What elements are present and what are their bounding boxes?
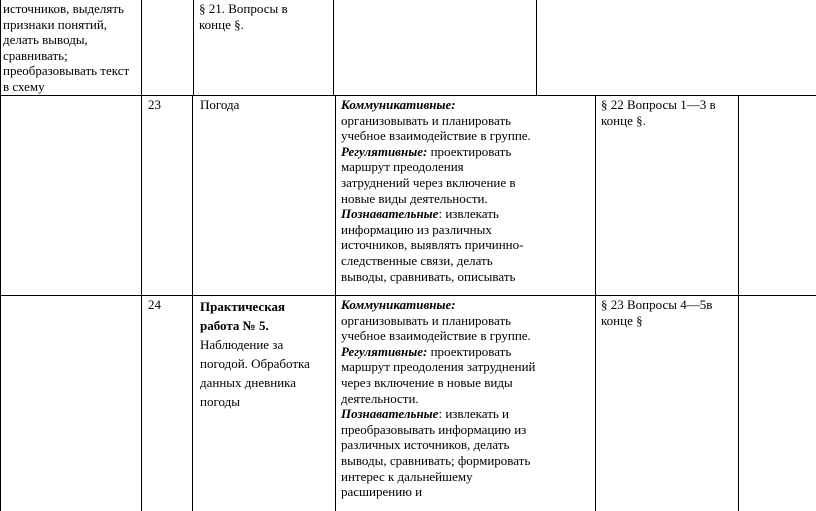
- col-divider-738: [738, 95, 739, 511]
- row23-uud-regulative: Регулятивные: проектировать маршрут преодоления затруднений через включение в новые виды деятельности.: [341, 143, 516, 206]
- row24-uud-regulative: Регулятивные: проектировать маршрут преодоления затруднений через включение в новые виды деятельности.: [341, 343, 536, 406]
- col-divider-595: [595, 95, 596, 511]
- table-border-left: [0, 0, 1, 511]
- row24-uud-communicative: Коммуникативные: организовывать и планировать учебное взаимодействие в группе.: [341, 297, 531, 344]
- top-row-skills-text: источников, выделять признаки понятий, делать выводы, сравнивать; преобразовывать текст в схему: [3, 1, 130, 94]
- top-row-border-right: [536, 0, 537, 95]
- top-row-divider-2: [193, 0, 194, 95]
- top-row-skills-cell: [3, 1, 135, 95]
- row24-topic-practical-work: Практическая работа № 5.: [200, 299, 286, 333]
- row24-homework: § 23 Вопросы 4—5в конце §: [601, 297, 713, 328]
- col-divider-192: [192, 95, 193, 511]
- top-row-divider-3: [333, 0, 334, 95]
- row24-topic-description: Наблюдение за погодой. Обработка данных дневника погоды: [200, 337, 310, 409]
- top-row-homework-cell: [199, 1, 297, 32]
- row24-uud-cell: [341, 297, 537, 500]
- row-border-95: [0, 95, 816, 96]
- top-row-homework-text: § 21. Вопросы в конце §.: [199, 1, 288, 32]
- row23-homework: § 22 Вопросы 1—3 в конце §.: [601, 97, 716, 128]
- row23-topic: Погода: [200, 97, 240, 112]
- row-border-295: [0, 295, 816, 296]
- row23-uud-cell: [341, 97, 531, 284]
- col-divider-141: [141, 95, 142, 511]
- row24-topic: [200, 297, 325, 411]
- row23-uud-communicative: Коммуникативные: организовывать и планировать учебное взаимодействие в группе.: [341, 97, 531, 144]
- row23-number: 23: [148, 97, 161, 112]
- col-divider-335: [335, 95, 336, 511]
- row24-number: 24: [148, 297, 161, 312]
- row23-uud-cognitive: Познавательные: извлекать информацию из различных источников, выявлять причинно-следственные связи, делать выводы, сравнивать, описывать: [341, 206, 524, 284]
- top-row-divider-1: [141, 0, 142, 95]
- row24-uud-cognitive: Познавательные: извлекать и преобразовывать информацию из различных источников, делать выводы, сравнивать; формировать интерес к дальнейшему расширению и: [341, 406, 531, 500]
